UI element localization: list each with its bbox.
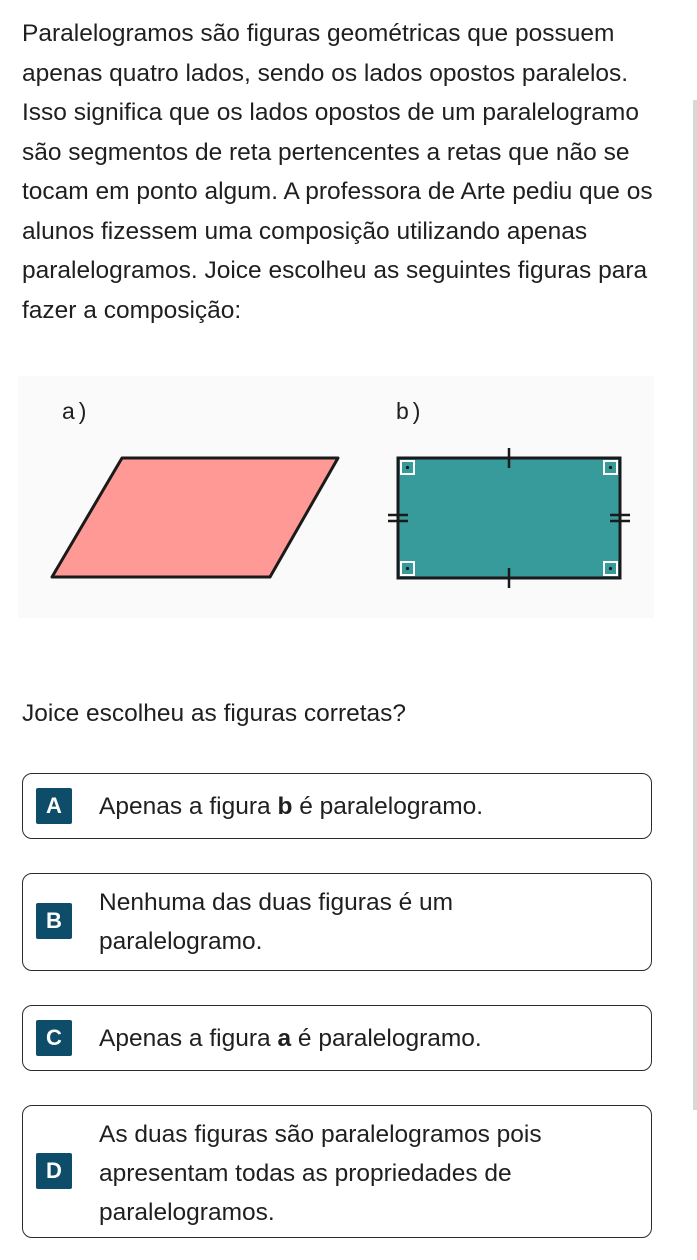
option-d-text: As duas figuras são paralelogramos pois apresentam todas as propriedades de paralelogramos. bbox=[99, 1121, 542, 1226]
rectangle-shape bbox=[398, 458, 620, 578]
option-c[interactable] bbox=[22, 1005, 652, 1071]
option-a[interactable] bbox=[22, 773, 652, 839]
question-text: Joice escolheu as figuras corretas? bbox=[22, 700, 407, 727]
parallelogram-shape bbox=[52, 458, 338, 577]
figure-a-parallelogram bbox=[48, 454, 344, 584]
option-letter-badge: A bbox=[36, 788, 72, 824]
option-b[interactable] bbox=[22, 873, 652, 971]
option-letter-badge: D bbox=[36, 1153, 72, 1189]
figure-b-rectangle bbox=[386, 444, 636, 594]
option-b-text: Nenhuma das duas figuras é um paralelogramo. bbox=[99, 889, 454, 955]
option-a-text: Apenas a figura b é paralelogramo. bbox=[99, 793, 484, 820]
scrollbar[interactable] bbox=[693, 100, 697, 1110]
figure-b-label: b) bbox=[396, 398, 425, 424]
option-c-text: Apenas a figura a é paralelogramo. bbox=[99, 1025, 482, 1052]
option-d[interactable] bbox=[22, 1105, 652, 1238]
figure-a-label: a) bbox=[62, 398, 91, 424]
option-letter-badge: C bbox=[36, 1020, 72, 1056]
option-letter-badge: B bbox=[36, 903, 72, 939]
intro-paragraph: Paralelogramos são figuras geométricas que possuem apenas quatro lados, sendo os lados opostos paralelos. Isso significa que os lados opostos de um paralelogramo são segmentos de reta pertencentes a retas que não se tocam em ponto algum. A professora de Arte pediu que os alunos fizessem uma composição utilizando apenas paralelogramos. Joice escolheu as seguintes figuras para fazer a composição: bbox=[22, 20, 653, 324]
